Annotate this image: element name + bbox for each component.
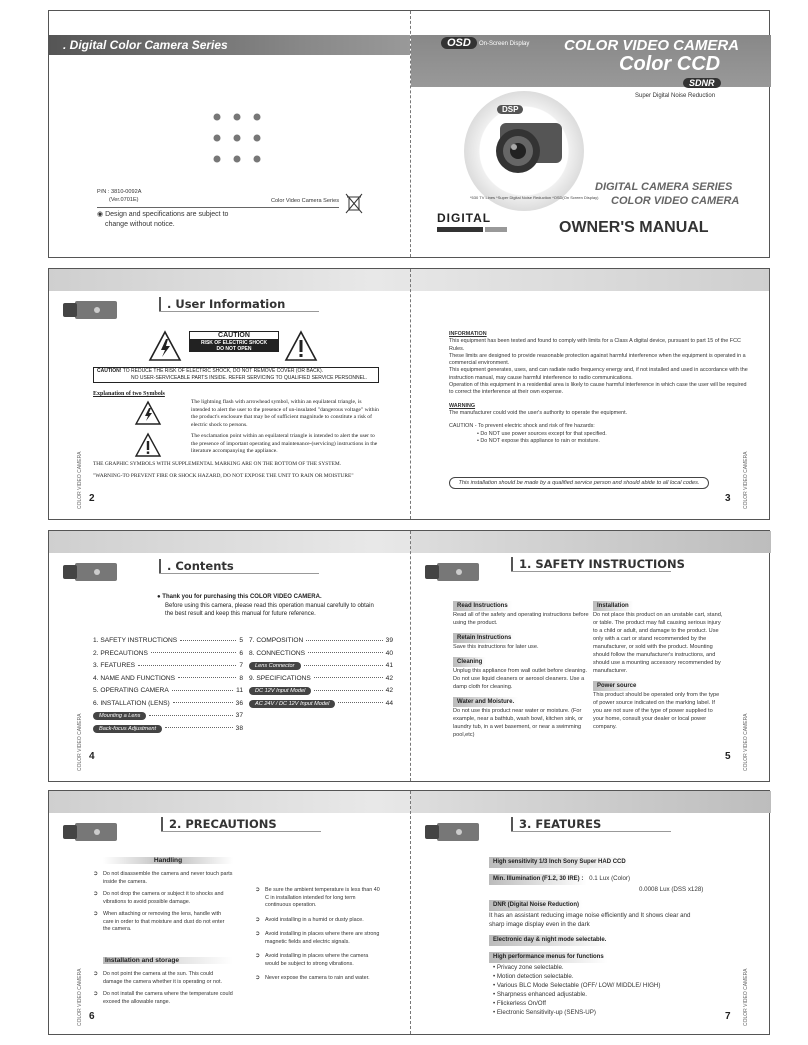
retain-text: Save this instructions for later use. [453,644,539,650]
toc-subentry[interactable] [93,710,243,723]
toc-page: 39 [385,637,393,644]
precaution-item: ➲ Be sure the ambient temperature is less than 40 C in installation intended for long term continuous operation. [255,887,381,910]
toc-page: 11 [236,687,243,694]
installation-text: Do not place this product on an unstable cart, stand, or table. The product may fall causing serious injury to a child or adult, and damage to the product. Use only with a cart or stand recommended by the manufacturer, or sold with the product. Mounting should follow the manufacturer's instructions, and should use a mounting accessory recommended by manufacturer. [593,612,723,674]
info-para2: These limits are designed to provide reasonable protection against harmful interference when the equipment is operated in a commercial environment. [449,352,746,367]
thanks-block [157,593,407,619]
power-text: This product should be operated only from the type of power source indicated on the marking label. If you are not sure of the type of power supplied to your home, consult your dealer or local power company. [593,692,720,730]
handling-item: ➲ Do not disassemble the camera and never touch parts inside the camera. [93,871,233,886]
toc-page: 42 [385,674,393,682]
toc-label: 2. PRECAUTIONS [93,649,148,657]
precaution-right-list [255,887,381,983]
toc-entry[interactable] [93,635,243,648]
caution-label [189,331,279,352]
toc-entry[interactable] [249,673,393,686]
toc-label: 4. NAME AND FUNCTIONS [93,674,176,682]
power-heading: Power source [593,681,640,691]
precaution-item: ➲ Avoid installing in places where the camera would be subject to strong vibrations. [255,953,381,968]
side-label: COLOR VIDEO CAMERA [743,713,749,771]
page-number: 5 [725,751,731,762]
feature-bullet: • Various BLC Mode Selectable (OFF/ LOW/ MIDDLE/ HIGH) [493,982,661,989]
info-para3: This equipment generates, uses, and can radiate radio frequency energy and, if not installed and used in accordance with the instruction manual, may cause harmful interference to radio communications. [449,367,748,381]
toc-page: 41 [385,662,393,669]
cleaning-text: Unplug this appliance from wall outlet before cleaning. Do not use liquid cleaners or aerosol cleaners. Use a damp cloth for cleaning. [453,668,588,690]
brand-text: DIGITAL [437,211,492,225]
sheet-pages-2-3 [48,268,770,520]
water-heading: Water and Moisture. [453,697,518,707]
install-note-box: This installation should be made by a qualified service person and should abide to all local codes. [449,477,709,489]
toc-label: AC 24V / DC 12V Input Model [249,700,335,708]
caution-title: CAUTION [189,331,279,340]
page-title: 2. PRECAUTIONS [161,817,277,831]
before-line1: Before using this camera, please read this operation manual carefully to obtain [165,602,374,609]
speaker-grille [211,111,263,171]
explanation-heading: Explanation of two Symbols [93,391,165,397]
toc-entry[interactable] [93,673,243,686]
toc-label: 9. SPECIFICATIONS [249,674,311,682]
brand-bars [437,227,509,232]
toc-label: Mounting a Lens [93,712,146,720]
dnr-line1: It has an assistant reducing image noise efficiently and It shows clear and [489,912,691,919]
precaution-item: ➲ Avoid installing in a humid or dusty place. [255,917,381,925]
camera-badge [464,91,599,211]
feature-bullet: • Electronic Sensitivity-up (SENS-UP) [493,1009,596,1016]
label-underline [97,207,339,208]
title-underline [161,831,321,832]
toc-subentry[interactable] [249,698,393,711]
toc-label: 7. COMPOSITION [249,637,304,644]
feature-bullet: • Privacy zone selectable. [493,964,564,971]
cleaning-heading: Cleaning [453,657,486,667]
features-block [489,857,749,1017]
camera-icon [61,297,121,323]
camera-icon [423,819,483,845]
toc-label: 6. INSTALLATION (LENS) [93,699,170,707]
side-label: COLOR VIDEO CAMERA [743,968,749,1026]
title-underline [159,311,319,312]
disclaimer-line2: change without notice. [105,221,175,228]
header-band-right [411,531,771,553]
page-title: 3. FEATURES [511,817,601,831]
risk-line2: DO NOT OPEN [189,346,279,352]
toc-entry[interactable] [249,648,393,661]
caution-bullet2: • Do NOT expose this appliance to rain or moisture. [477,437,600,444]
read-text: Read all of the safety and operating instructions before using the product. [453,612,589,626]
toc-page: 7 [239,662,243,669]
camera-icon [61,559,121,585]
toc-label: 3. FEATURES [93,662,136,669]
camera-icon [423,559,483,585]
info-block [449,331,749,445]
toc-leader [314,690,382,691]
toc-subentry[interactable] [249,660,393,673]
retain-heading: Retain Instructions [453,633,515,643]
feature-bullet: • Motion detection selectable. [493,973,574,980]
disclaimer-line1: Design and specifications are subject to [105,211,229,218]
page-number: 6 [89,1011,95,1022]
handling-heading: Handling [103,857,233,864]
dsp-badge: DSP [497,105,523,114]
page-title: . Contents [159,559,234,573]
page-number: 4 [89,751,95,762]
read-heading: Read Instructions [453,601,512,611]
handling-item: ➲ When attaching or removing the lens, handle with care in order to that moisture and dust do not enter the camera. [93,911,233,934]
sheet-pages-6-7 [48,790,770,1035]
caution-line2: NO USER-SERVICEABLE PARTS INSIDE. REFER SERVICING TO QUALIFIED SERVICE PERSONNEL. [131,375,368,381]
side-label: COLOR VIDEO CAMERA [743,451,749,509]
header-band-right [411,791,771,813]
part-number: P/N : 3810-0092A [97,189,142,195]
toc-leader [151,652,236,653]
illumination-dss: 0.0008 Lux (DSS x128) [639,886,704,893]
storage-item: ➲ Do not install the camera where the temperature could exceed the allowable range. [93,991,233,1006]
side-label: COLOR VIDEO CAMERA [77,968,83,1026]
info-para1: This equipment has been tested and found to comply with limits for a Class A digital device, pursuant to part 15 of the FCC Rules. [449,338,741,352]
symbol2-text: The exclamation point within an equilateral triangle is intended to alert the user to the presence of important operating and maintenance-(servicing) instructions in the literature accompanying the appliance. [191,433,378,454]
toc-leader [304,665,383,666]
precaution-item: ➲ Never expose the camera to rain and water. [255,975,381,983]
osd-text: On-Screen Display [479,41,530,47]
disclaimer [97,210,228,230]
sdnr-text: Super Digital Noise Reduction [635,93,716,99]
toc-entry[interactable] [93,648,243,661]
caution-text: CAUTION - To prevent electric shock and risk of fire hazards: [449,423,595,430]
toc-leader [138,665,236,666]
toc-entry[interactable] [93,685,243,698]
label-box [83,186,353,246]
sdnr-badge: SDNR [683,78,721,88]
toc-label: DC 12V Input Model [249,687,311,695]
lightning-triangle-icon [149,331,181,361]
toc-page: 8 [239,674,243,682]
before-line2: the best result and keep this manual for future reference. [165,611,316,617]
caution-strip [93,367,379,383]
cover-series-band [49,35,410,55]
cover-title1: COLOR VIDEO CAMERA [564,37,740,54]
bullet-icon: ◉ [97,211,106,218]
color-video: COLOR VIDEO CAMERA [611,195,740,207]
toc-leader [178,677,236,678]
toc-page: 6 [239,649,243,657]
toc-leader [306,640,382,641]
toc-page: 5 [239,637,243,644]
brand-logo [437,211,509,232]
exclamation-triangle-icon [285,331,317,361]
page-title: . User Information [159,297,285,311]
toc-label: Back-focus Adjustment [93,725,162,733]
toc-leader [308,652,383,653]
feature-bullets [489,963,749,1017]
precaution-item: ➲ Avoid installing in places where there are strong magnetic fields and electric signals. [255,931,381,946]
cover-series: . Digital Color Camera Series [63,38,228,52]
toc-left [93,635,243,735]
side-label: COLOR VIDEO CAMERA [77,713,83,771]
toc-entry[interactable] [93,698,243,711]
graphic-note: THE GRAPHIC SYMBOLS WITH SUPPLEMENTAL MARKING ARE ON THE BOTTOM OF THE SYSTEM. [93,461,342,467]
page-number: 2 [89,493,95,504]
handling-list [93,871,233,934]
toc-entry[interactable] [249,635,393,648]
safety-col-left [453,601,593,739]
toc-label: 1. SAFETY INSTRUCTIONS [93,637,178,644]
feature-heading: Min. Illumination (F1.2, 30 IRE) : [489,874,587,885]
risk-line1: RISK OF ELECTRIC SHOCK [189,340,279,346]
lightning-triangle-icon [135,401,161,425]
digital-series: DIGITAL CAMERA SERIES [595,181,733,193]
toc-leader [338,702,382,703]
thanks-text: Thank you for purchasing this COLOR VIDEO CAMERA. [162,594,322,600]
dnr-line2: sharp image display even in the dark [489,921,590,928]
page-number: 3 [725,493,731,504]
storage-heading: Installation and storage [103,957,233,964]
toc-page: 37 [235,712,243,719]
toc-leader [180,640,236,641]
page-number: 7 [725,1011,731,1022]
toc-leader [172,690,233,691]
exclamation-triangle-icon [135,433,161,457]
toc-leader [173,702,233,703]
info-para4: Operation of this equipment in a residential area is likely to cause harmful interference in which case the user will be required to correct the interference at their own expense. [449,382,747,396]
cover-sheet [48,10,770,258]
weee-bin-icon [345,193,363,215]
title-underline [511,571,671,572]
fold-line [410,791,411,1034]
toc-subentry[interactable] [249,685,393,698]
title-underline [511,831,671,832]
title-underline [159,573,319,574]
toc-leader [149,715,232,716]
storage-item: ➲ Do not point the camera at the sun. This could damage the camera whether it is operating or not. [93,971,233,986]
cover-title2: Color CCD [619,53,721,75]
feature-heading: High sensitivity 1/3 Inch Sony Super HAD CCD [489,857,630,868]
storage-list [93,971,233,1006]
feature-heading: DNR (Digital Noise Reduction) [489,900,583,911]
toc-page: 42 [385,687,393,694]
warning-text: The manufacturer could void the user's authority to operate the equipment. [449,409,628,416]
toc-leader [314,677,383,678]
caution-line1: TO REDUCE THE RISK OF ELECTRIC SHOCK, DO NOT REMOVE COVER (OR BACK). [122,368,324,374]
caution-lead: CAUTION! [97,368,122,374]
safety-col-right [593,601,723,731]
toc-page: 36 [235,699,243,707]
symbol1-text: The lightning flash with arrowhead symbol, within an equilateral triangle, is intended to alert the user to the presence of un-insulated "dangerous voltage" within the product's enclosure that may be of sufficient magnitude to constitute a risk of electric shock to persons. [191,399,379,428]
feature-heading: Electronic day & night mode selectable. [489,935,610,946]
grille-dots-icon [211,111,263,171]
toc-right [249,635,393,710]
installation-heading: Installation [593,601,633,611]
sheet-pages-4-5 [48,530,770,782]
bullet-icon: ● [157,594,163,600]
toc-label: 8. CONNECTIONS [249,649,306,657]
page-title: 1. SAFETY INSTRUCTIONS [511,557,685,571]
toc-subentry[interactable] [93,723,243,736]
illumination-color: 0.1 Lux (Color) [589,875,631,882]
toc-label: 5. OPERATING CAMERA [93,687,169,694]
handling-item: ➲ Do not drop the camera or subject it to shocks and vibrations to avoid possible damage. [93,891,233,906]
toc-page: 40 [385,649,393,657]
owners-manual: OWNER'S MANUAL [559,219,709,236]
feature-heading: High performance menus for functions [489,952,608,963]
toc-label: Lens Connector [249,662,301,670]
caution-area [149,329,319,365]
caution-bullet1: • Do NOT use power sources except for that specified. [477,430,607,437]
info-heading: INFORMATION [449,331,487,337]
badge-ring-text: *530 TV Lines *Super Digital Noise Reduction *OSD(On Screen Display) [470,195,599,200]
toc-page: 44 [385,699,393,707]
version: (Ver.0701E) [109,197,139,203]
camera-lens-icon [490,119,570,181]
feature-bullet: • Flickerless On/Off [493,1000,546,1007]
camera-icon [61,819,121,845]
label-series: Color Video Camera Series [271,198,339,204]
header-band [49,269,769,291]
toc-page: 38 [235,724,243,732]
side-label: COLOR VIDEO CAMERA [77,451,83,509]
fold-line [410,531,411,781]
feature-bullet: • Sharpness enhanced adjustable. [493,991,588,998]
water-text: Do not use this product near water or moisture. (For example, near a bathtub, wash bowl, kitchen sink, or laundry tub, in a wet basement, or near a swimming pool,etc) [453,708,583,738]
toc-entry[interactable] [93,660,243,673]
toc-leader [165,727,233,728]
fold-line [410,269,411,519]
warning-heading: WARNING [449,402,476,409]
osd-badge: OSD [441,37,477,49]
warning-note: "WARNING-TO PREVENT FIRE OR SHOCK HAZARD, DO NOT EXPOSE THE UNIT TO RAIN OR MOISTURE" [93,473,354,479]
